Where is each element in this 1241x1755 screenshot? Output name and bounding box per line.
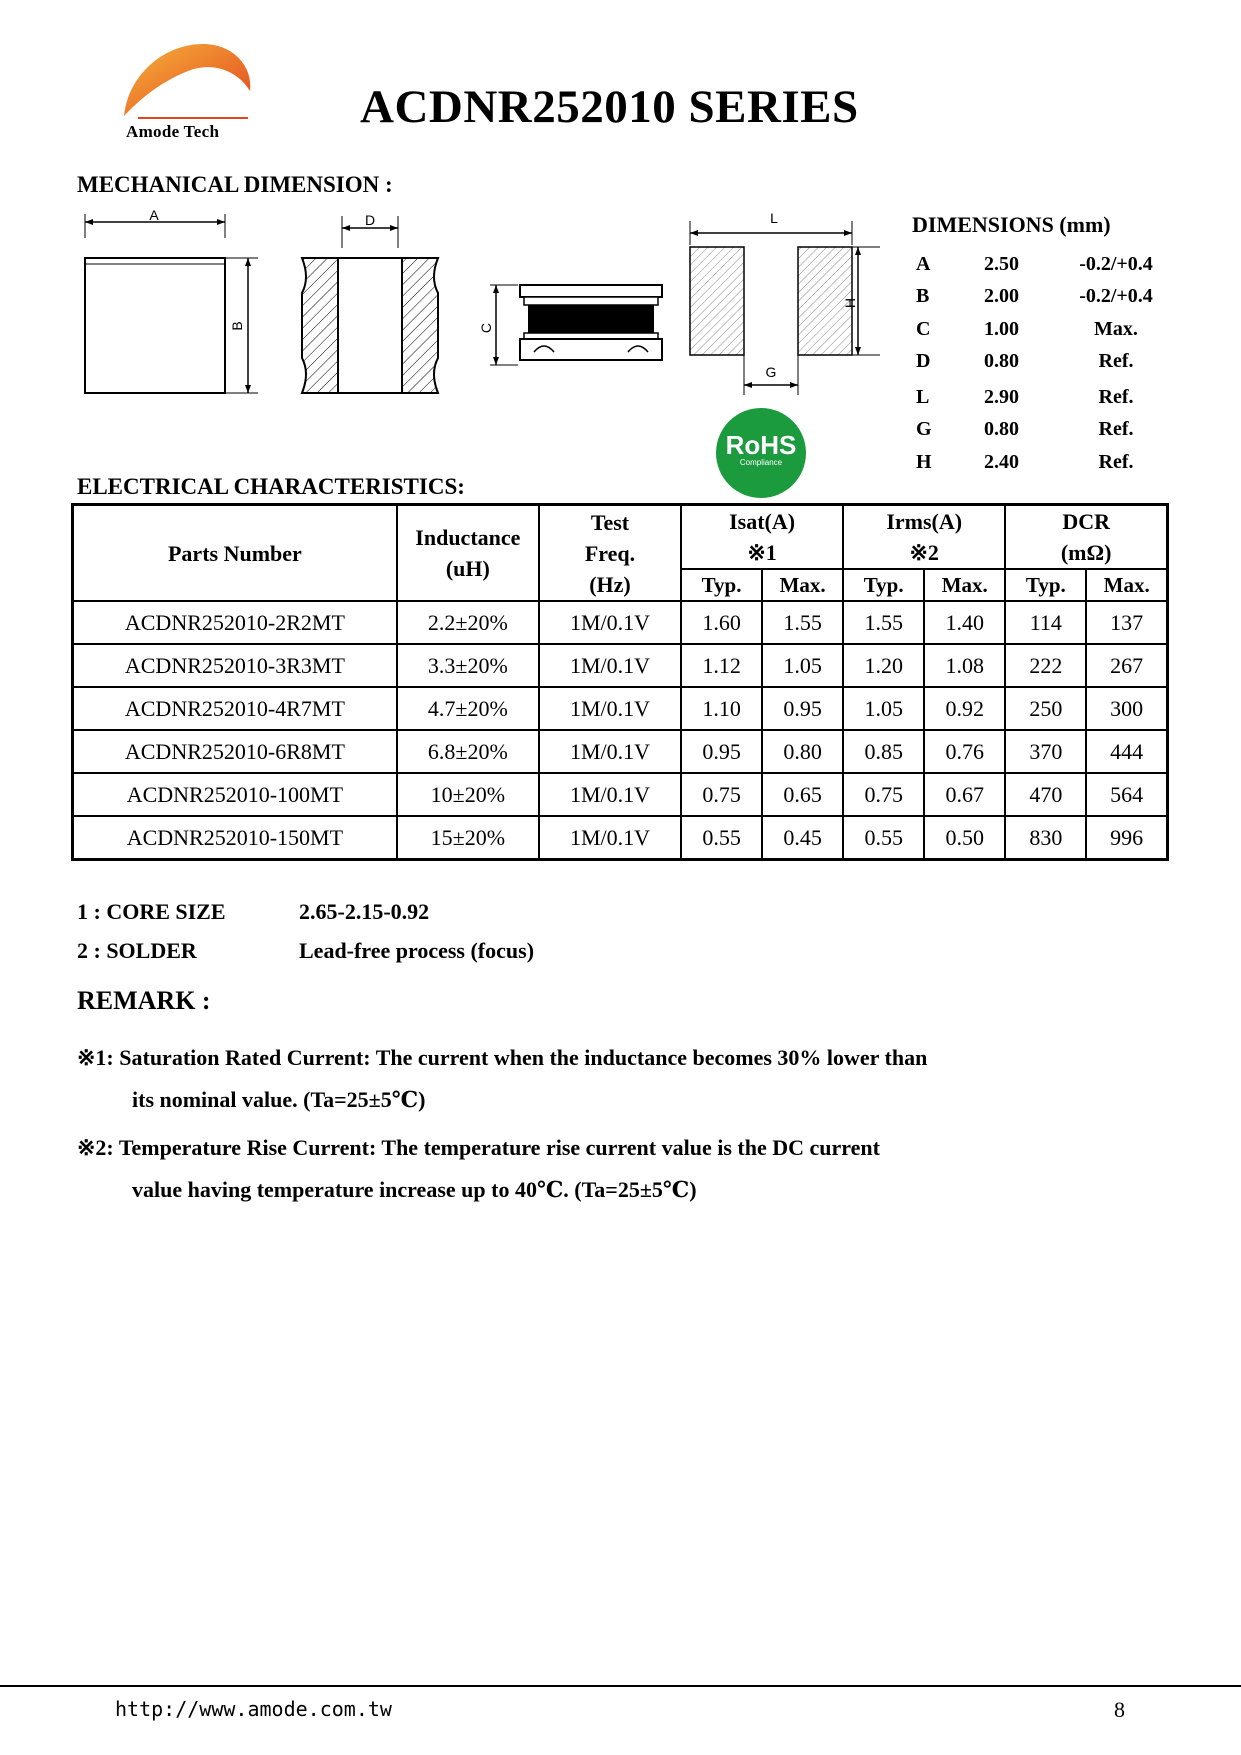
label-b: B bbox=[229, 321, 245, 331]
dimension-row: C 1.00 Max. bbox=[916, 317, 1138, 340]
dimension-row: B 2.00 -0.2/+0.4 bbox=[916, 285, 1153, 308]
dimension-row: A 2.50 -0.2/+0.4 bbox=[916, 252, 1153, 275]
subheader-typ: Typ. bbox=[1005, 569, 1086, 601]
page-title: ACDNR252010 SERIES bbox=[360, 81, 859, 133]
side-view-drawing bbox=[478, 280, 668, 370]
header-isat: Isat(A) ※1 bbox=[681, 505, 843, 570]
note-row: 1 : CORE SIZE 2.65-2.15-0.92 bbox=[77, 898, 430, 924]
table-row: ACDNR252010-2R2MT 2.2±20% 1M/0.1V 1.60 1.55 1.55 1.40 114 137 bbox=[73, 601, 1168, 644]
dimension-row: D 0.80 Ref. bbox=[916, 350, 1134, 373]
subheader-max: Max. bbox=[1086, 569, 1167, 601]
label-l: L bbox=[770, 210, 778, 226]
top-view-drawing bbox=[80, 208, 260, 398]
remark-1-line-2: its nominal value. (Ta=25±5℃) bbox=[132, 1087, 426, 1112]
logo-sun-icon bbox=[118, 36, 258, 126]
table-row: ACDNR252010-150MT 15±20% 1M/0.1V 0.55 0.45 0.55 0.50 830 996 bbox=[73, 816, 1168, 860]
subheader-max: Max. bbox=[762, 569, 843, 601]
header-inductance: Inductance (uH) bbox=[397, 505, 539, 602]
core-view-drawing bbox=[298, 208, 448, 398]
electrical-table bbox=[71, 503, 1169, 861]
header-test-freq: Test Freq. (Hz) bbox=[539, 505, 681, 602]
subheader-typ: Typ. bbox=[843, 569, 924, 601]
header-parts: Parts Number bbox=[73, 505, 397, 602]
remark-2-line-2: value having temperature increase up to 40℃. (Ta=25±5℃) bbox=[132, 1177, 697, 1202]
mechanical-heading: MECHANICAL DIMENSION : bbox=[77, 172, 393, 197]
label-h: H bbox=[842, 297, 858, 309]
subheader-typ: Typ. bbox=[681, 569, 762, 601]
rohs-label: RoHS bbox=[725, 430, 797, 460]
rohs-badge bbox=[716, 408, 806, 498]
dimensions-panel bbox=[912, 212, 1172, 479]
remark-heading: REMARK : bbox=[77, 986, 211, 1015]
footer-url-link[interactable]: http://www.amode.com.tw bbox=[115, 1697, 392, 1721]
label-c: C bbox=[478, 322, 494, 334]
table-row: ACDNR252010-3R3MT 3.3±20% 1M/0.1V 1.12 1.05 1.20 1.08 222 267 bbox=[73, 644, 1168, 687]
remark-1-line-1: ※1: Saturation Rated Current: The current when the inductance becomes 30% lower than bbox=[77, 1045, 928, 1070]
dimension-row: G 0.80 Ref. bbox=[916, 418, 1134, 441]
table-row: ACDNR252010-100MT 10±20% 1M/0.1V 0.75 0.65 0.75 0.67 470 564 bbox=[73, 773, 1168, 816]
dimension-row: H 2.40 Ref. bbox=[916, 450, 1134, 473]
company-logo bbox=[118, 36, 258, 146]
table-row: ACDNR252010-6R8MT 6.8±20% 1M/0.1V 0.95 0.80 0.85 0.76 370 444 bbox=[73, 730, 1168, 773]
logo-text: Amode Tech bbox=[126, 122, 220, 141]
rohs-sub-label: Compliance bbox=[739, 458, 783, 467]
remark-2-line-1: ※2: Temperature Rise Current: The temperature rise current value is the DC current bbox=[77, 1135, 880, 1160]
note-row: 2 : SOLDER Lead-free process (focus) bbox=[77, 937, 535, 963]
notes-block bbox=[77, 892, 534, 970]
table-header-row bbox=[73, 505, 1168, 570]
label-g: G bbox=[765, 364, 777, 380]
footprint-drawing bbox=[682, 205, 862, 405]
dimensions-heading: DIMENSIONS (mm) bbox=[912, 212, 1111, 237]
dimension-row: L 2.90 Ref. bbox=[916, 385, 1134, 408]
page-number: 8 bbox=[1114, 1697, 1125, 1722]
table-row: ACDNR252010-4R7MT 4.7±20% 1M/0.1V 1.10 0.95 1.05 0.92 250 300 bbox=[73, 687, 1168, 730]
electrical-heading: ELECTRICAL CHARACTERISTICS: bbox=[77, 474, 465, 499]
label-d: D bbox=[364, 212, 376, 228]
subheader-max: Max. bbox=[924, 569, 1005, 601]
header-dcr: DCR (mΩ) bbox=[1005, 505, 1167, 570]
footer-divider bbox=[0, 1685, 1241, 1687]
label-a: A bbox=[149, 207, 159, 223]
header-irms: Irms(A) ※2 bbox=[843, 505, 1005, 570]
